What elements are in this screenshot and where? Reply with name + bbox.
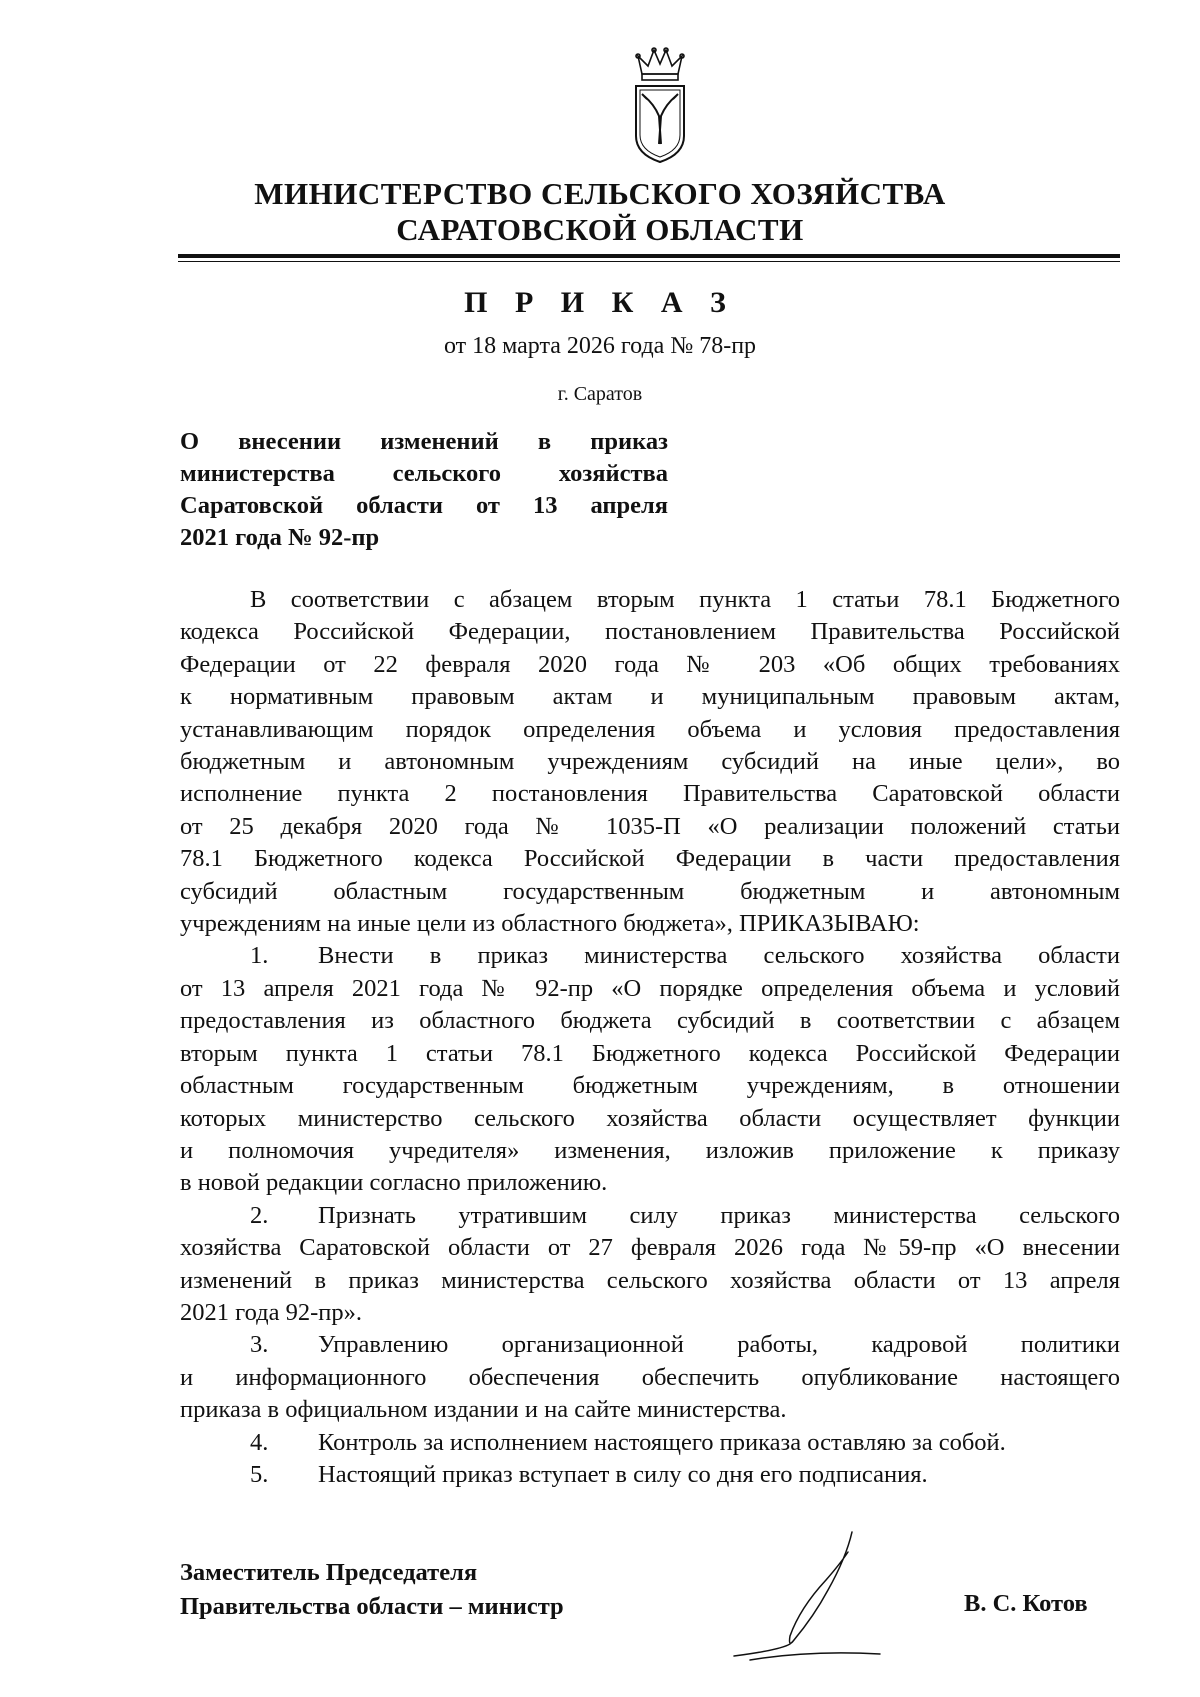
ministry-name-line2: САРАТОВСКОЙ ОБЛАСТИ: [396, 212, 804, 247]
item-2-line: хозяйства Саратовской области от 27 февраля 2026 года №59-пр «О внесении: [180, 1234, 1120, 1262]
subject-line: Саратовской области от 13 апреля: [180, 492, 668, 519]
order-body: [180, 584, 1120, 1491]
subject-line: министерства сельского хозяйства: [180, 460, 668, 487]
item-1-line: областным государственным бюджетным учреждениям, в отношении: [180, 1072, 1120, 1100]
item-1-line: и полномочия учредителя» изменения, изложив приложение к приказу: [180, 1136, 1120, 1164]
order-city: г. Саратов: [557, 383, 643, 405]
preamble-line: бюджетным и автономным учреждениям субсидий на иные цели», во: [180, 748, 1120, 776]
item-number: 3.: [250, 1331, 269, 1359]
preamble-line: от 25 декабря 2020 года № 1035-П «О реализации положений статьи: [180, 812, 1120, 840]
preamble-line: учреждениям на иные цели из областного бюджета», ПРИКАЗЫВАЮ:: [180, 910, 920, 938]
item-1-line: 1. Внести в приказ министерства сельского хозяйства области: [180, 940, 1120, 972]
preamble-line: кодекса Российской Федерации, постановлением Правительства Российской: [180, 618, 1120, 646]
header-divider-thin: [178, 261, 1120, 262]
item-number: 5.: [250, 1460, 269, 1488]
saratov-coat-of-arms-icon: [628, 44, 692, 164]
subject-line: О внесении изменений в приказ: [180, 428, 668, 455]
item-number: 2.: [250, 1201, 269, 1229]
preamble-line: В соответствии с абзацем вторым пункта 1 статьи 78.1 Бюджетного: [250, 586, 1120, 613]
item-number: 4.: [250, 1428, 269, 1456]
subject-line: 2021 года № 92-пр: [180, 524, 380, 551]
preamble-line: исполнение пункта 2 постановления Правительства Саратовской области: [180, 780, 1120, 808]
signatory-position-line2: Правительства области – министр: [180, 1593, 564, 1620]
header-divider-thick: [178, 254, 1120, 258]
order-number: от 18 марта 2026 года № 78-пр: [443, 333, 757, 359]
signatory-position: [180, 1556, 564, 1624]
item-number: 1.: [250, 942, 269, 970]
item-4-line: 4. Контроль за исполнением настоящего приказа оставляю за собой.: [180, 1427, 1120, 1459]
order-title: П Р И К А З: [464, 286, 736, 319]
item-2-line: 2. Признать утратившим силу приказ министерства сельского: [180, 1200, 1120, 1232]
item-1-line: от 13 апреля 2021 года № 92-пр «О порядке определения объема и условий: [180, 974, 1120, 1002]
signatory-position-line1: Заместитель Председателя: [180, 1559, 478, 1586]
signatory-name: В. С. Котов: [964, 1590, 1088, 1617]
preamble-line: устанавливающим порядок определения объема и условия предоставления: [180, 715, 1120, 743]
item-2-line: изменений в приказ министерства сельского хозяйства области от 13 апреля: [180, 1266, 1120, 1294]
preamble-line: субсидий областным государственным бюджетным и автономным: [180, 877, 1120, 905]
item-1-line: вторым пункта 1 статьи 78.1 Бюджетного кодекса Российской Федерации: [180, 1039, 1120, 1067]
preamble-line: 78.1 Бюджетного кодекса Российской Федерации в части предоставления: [180, 845, 1120, 873]
item-5-line: 5. Настоящий приказ вступает в силу со дня его подписания.: [180, 1459, 1120, 1491]
item-2-line: 2021 года 92-пр».: [180, 1298, 362, 1326]
ministry-name-line1: МИНИСТЕРСТВО СЕЛЬСКОГО ХОЗЯЙСТВА: [254, 176, 946, 211]
preamble-line: Федерации от 22 февраля 2020 года № 203 «Об общих требованиях: [180, 650, 1120, 678]
item-3-line: приказа в официальном издании и на сайте министерства.: [180, 1396, 787, 1424]
handwritten-signature-icon: [730, 1528, 910, 1668]
item-1-line: предоставления из областного бюджета субсидий в соответствии с абзацем: [180, 1007, 1120, 1035]
preamble-line: к нормативным правовым актам и муниципальным правовым актам,: [180, 683, 1120, 711]
item-3-line: и информационного обеспечения обеспечить опубликование настоящего: [180, 1363, 1120, 1391]
item-3-line: 3. Управлению организационной работы, кадровой политики: [180, 1329, 1120, 1361]
item-1-line: которых министерство сельского хозяйства области осуществляет функции: [180, 1104, 1120, 1132]
order-subject: [180, 426, 668, 554]
item-1-line: в новой редакции согласно приложению.: [180, 1169, 608, 1197]
